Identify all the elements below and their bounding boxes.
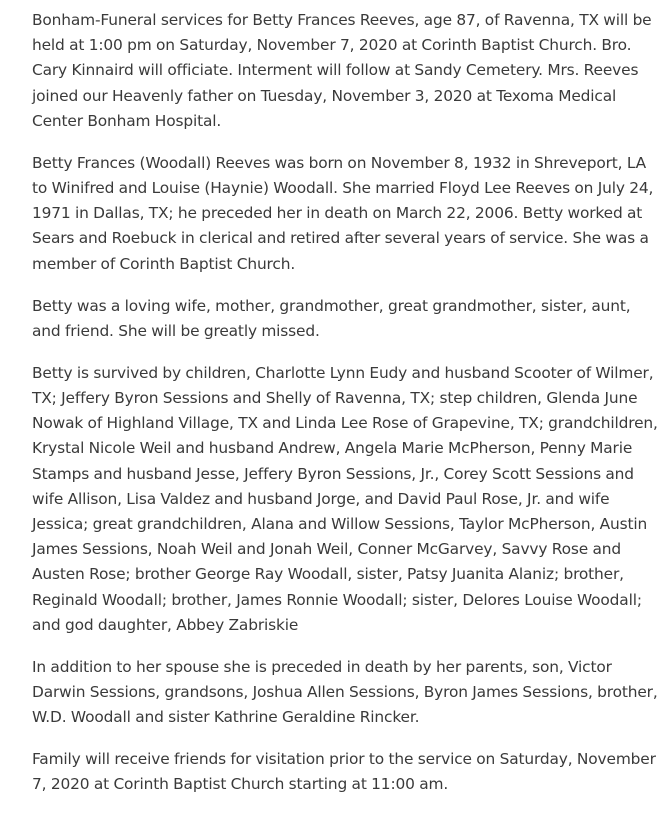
paragraph-preceded-in-death: In addition to her spouse she is preceded in death by her parents, son, Victor Darwin Sessions, grandsons, Joshua Allen Sessions, Byron James Sessions, brother, W.D. Woodall and sister Kathrine Geraldine Rincker.	[32, 657, 658, 727]
paragraph-service-details: Bonham-Funeral services for Betty Frances Reeves, age 87, of Ravenna, TX will be held at 1:00 pm on Saturday, November 7, 2020 at Corinth Baptist Church. Bro. Cary Kinnaird will officiate. Interment will follow at Sandy Cemetery. Mrs. Reeves joined our Heavenly father on Tuesday, November 3, 2020 at Texoma Medical Center Bonham Hospital.	[32, 11, 652, 130]
paragraph-tribute: Betty was a loving wife, mother, grandmother, great grandmother, sister, aunt, and friend. She will be greatly missed.	[32, 296, 631, 340]
paragraph-survivors: Betty is survived by children, Charlotte Lynn Eudy and husband Scooter of Wilmer, TX; Jeffery Byron Sessions and Shelly of Ravenna, TX; step children, Glenda June Nowak of Highland Village, TX and Linda Lee Rose of Grapevine, TX; grandchildren, Krystal Nicole Weil and husband Andrew, Angela Marie McPherson, Penny Marie Stamps and husband Jesse, Jeffery Byron Sessions, Jr., Corey Scott Sessions and wife Allison, Lisa Valdez and husband Jorge, and David Paul Rose, Jr. and wife Jessica; great grandchildren, Alana and Willow Sessions, Taylor McPherson, Austin James Sessions, Noah Weil and Jonah Weil, Conner McGarvey, Savvy Rose and Austen Rose; brother George Ray Woodall, sister, Patsy Juanita Alaniz; brother, Reginald Woodall; brother, James Ronnie Woodall; sister, Delores Louise Woodall; and god daughter, Abbey Zabriskie	[32, 363, 658, 634]
paragraph-biography: Betty Frances (Woodall) Reeves was born on November 8, 1932 in Shreveport, LA to Winifred and Louise (Haynie) Woodall. She married Floyd Lee Reeves on July 24, 1971 in Dallas, TX; he preceded her in death on March 22, 2006. Betty worked at Sears and Roebuck in clerical and retired after several years of service. She was a member of Corinth Baptist Church.	[32, 153, 654, 273]
paragraph-visitation: Family will receive friends for visitation prior to the service on Saturday, November 7, 2020 at Corinth Baptist Church starting at 11:00 am.	[32, 750, 656, 794]
obituary-text	[32, 8, 660, 814]
